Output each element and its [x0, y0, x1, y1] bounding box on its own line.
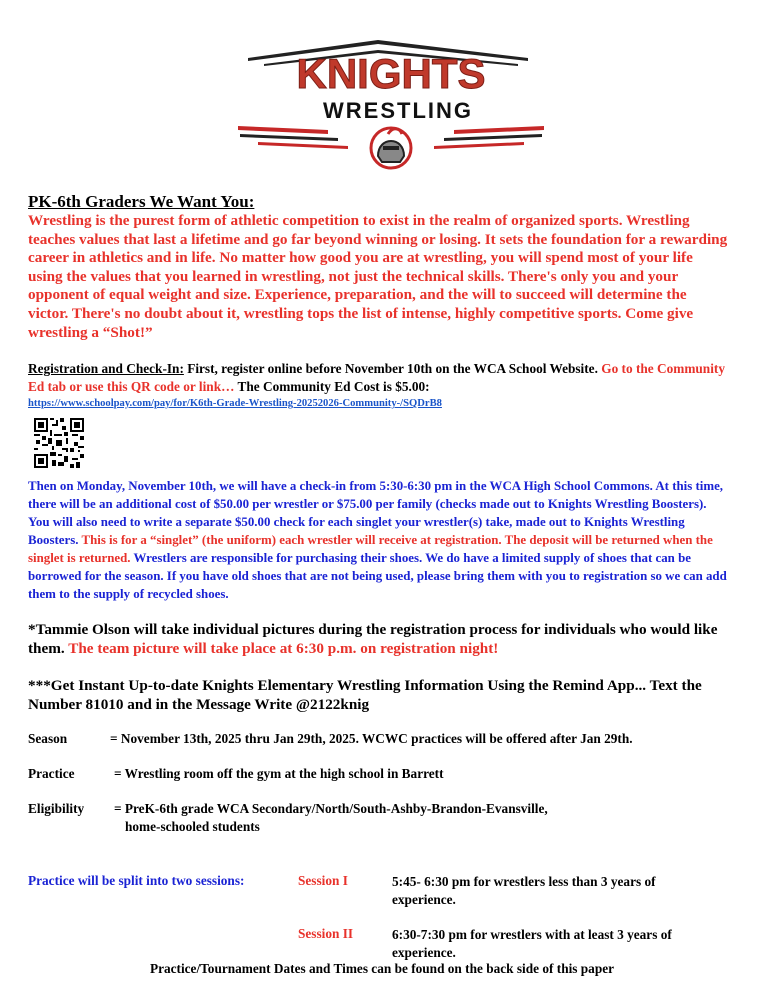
- qr-code[interactable]: [34, 418, 84, 468]
- registration-paragraph: [28, 360, 738, 396]
- intro-paragraph: Wrestling is the purest form of athletic competition to exist in the realm of organized sports. Wrestling teaches values that last a lifetime and go far beyond winning or losing. It sets the foundation for a rewarding career in athletics and in life. No matter how good you are at wrestling, you will spend most of your life using the values that you learned in wrestling, not just the technical skills. There's only you and your opponent of equal weight and size. Experience, preparation, and the will to succeed will determine the victor. There's no doubt about it, wrestling tops the list of intense, highly competitive sports. Come give wrestling a “Shot!”: [28, 212, 728, 341]
- season-value: = November 13th, 2025 thru Jan 29th, 2025. WCWC practices will be offered after Jan 29th.: [110, 731, 633, 746]
- season-label: Season: [28, 731, 68, 746]
- footer-note: Practice/Tournament Dates and Times can be found on the back side of this paper: [149, 961, 615, 976]
- logo-subtitle: WRESTLING: [323, 98, 473, 123]
- page-heading: PK-6th Graders We Want You:: [28, 192, 255, 211]
- checkin-text-1: Then on Monday, November 10th, we will have a check-in from 5:30-6:30 pm in the WCA High School Commons. At this time, there will be an additional cost of $50.00 per wrestler or $75.00 per family (checks made out to Knights Wrestling Boosters). You will also need to write a separate $50.00 check for each singlet your wrestler(s) take, made out to Knights Wrestling Boosters.: [28, 479, 724, 547]
- photo-text: *Tammie Olson will take individual pictures during the registration process for individuals who would like them.: [28, 621, 718, 657]
- sessions-label: Practice will be split into two sessions:: [28, 873, 245, 888]
- knights-wrestling-logo: [228, 30, 554, 180]
- registration-red-text: Go to the Community Ed tab or use this QR code or link…: [28, 361, 725, 394]
- checkin-paragraph: [28, 477, 728, 603]
- practice-label: Practice: [28, 766, 75, 781]
- team-photo-text: The team picture will take place at 6:30 p.m. on registration night!: [64, 640, 499, 657]
- session-2-desc: 6:30-7:30 pm for wrestlers with at least 3 years of experience.: [392, 927, 672, 960]
- registration-link[interactable]: https://www.schoolpay.com/pay/for/K6th-Grade-Wrestling-20252026-Community-/SQDrB8: [28, 398, 442, 409]
- photo-paragraph: [28, 620, 748, 658]
- shoes-text: Wrestlers are responsible for purchasing their shoes. We do have a limited supply of shoes that can be borrowed for the season. If you have old shoes that are not being used, please bring them with you to registration so we can add them to the supply of recycled shoes.: [28, 551, 727, 601]
- session-2-name: Session II: [298, 926, 354, 941]
- eligibility-label: Eligibility: [28, 801, 85, 816]
- practice-value: = Wrestling room off the gym at the high school in Barrett: [114, 766, 444, 781]
- session-1-desc: 5:45- 6:30 pm for wrestlers less than 3 years of experience.: [392, 874, 656, 907]
- registration-cost: The Community Ed Cost is $5.00:: [234, 379, 430, 394]
- remind-paragraph: ***Get Instant Up-to-date Knights Elementary Wrestling Information Using the Remind App... Text the Number 81010 and in the Message Write @2122knig: [28, 677, 702, 713]
- session-1-name: Session I: [298, 873, 348, 888]
- logo-title: KNIGHTS: [296, 50, 486, 97]
- eligibility-value-1: = PreK-6th grade WCA Secondary/North/South-Ashby-Brandon-Evansville,: [114, 801, 548, 816]
- singlet-text: This is for a “singlet” (the uniform) each wrestler will receive at registration. The deposit will be returned when the singlet is returned.: [28, 533, 713, 565]
- eligibility-value-2: home-schooled students: [125, 819, 260, 834]
- registration-label: Registration and Check-In:: [28, 361, 184, 376]
- registration-text: First, register online before November 10th on the WCA School Website.: [183, 361, 602, 376]
